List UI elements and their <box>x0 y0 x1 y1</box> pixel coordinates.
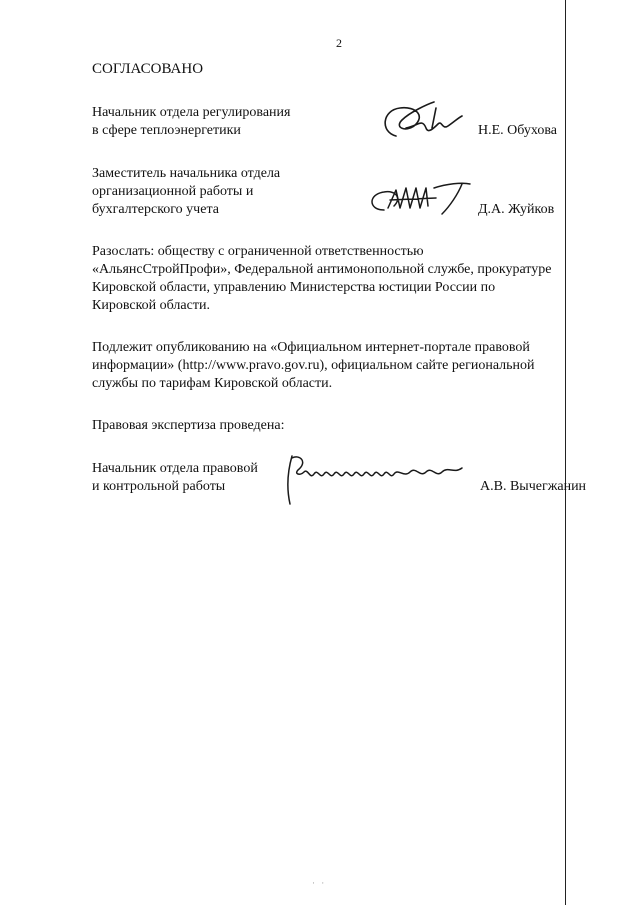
distribution-line-2: «АльянсСтройПрофи», Федеральной антимонопольной службе, прокуратуре <box>92 262 552 277</box>
legal-review-statement: Правовая экспертиза проведена: <box>92 418 285 433</box>
legal-signatory-position-line-1: Начальник отдела правовой <box>92 461 258 476</box>
distribution-line-1: Разослать: обществу с ограниченной ответственностью <box>92 244 424 259</box>
signature-zhuikov <box>366 180 476 220</box>
legal-signatory-name: А.В. Вычегжанин <box>480 479 587 494</box>
signatory-1-position-line-2: в сфере теплоэнергетики <box>92 123 241 138</box>
distribution-line-3: Кировской области, управлению Министерства юстиции России по <box>92 280 496 295</box>
signatory-2-position-line-3: бухгалтерского учета <box>92 202 219 217</box>
signatory-2-position-line-2: организационной работы и <box>92 184 254 199</box>
signatory-1-position-line-1: Начальник отдела регулирования <box>92 105 291 120</box>
publication-line-3: службы по тарифам Кировской области. <box>92 376 333 391</box>
distribution-line-4: Кировской области. <box>92 298 210 313</box>
publication-line-2: информации» (http://www.pravo.gov.ru), официальном сайте региональной <box>92 358 535 373</box>
legal-signatory-position-line-2: и контрольной работы <box>92 479 226 494</box>
signatory-2-position-line-1: Заместитель начальника отдела <box>92 166 281 181</box>
page-number: 2 <box>336 36 342 50</box>
signature-vychegzhanin <box>278 450 468 508</box>
signatory-2-name: Д.А. Жуйков <box>478 202 555 217</box>
publication-line-1: Подлежит опубликованию на «Официальном интернет-портале правовой <box>92 340 530 355</box>
signature-obukhova <box>376 98 466 144</box>
approval-heading: СОГЛАСОВАНО <box>92 61 204 77</box>
margin-line <box>565 0 566 905</box>
signatory-1-name: Н.Е. Обухова <box>478 123 557 138</box>
bottom-mark: · · <box>312 878 327 888</box>
